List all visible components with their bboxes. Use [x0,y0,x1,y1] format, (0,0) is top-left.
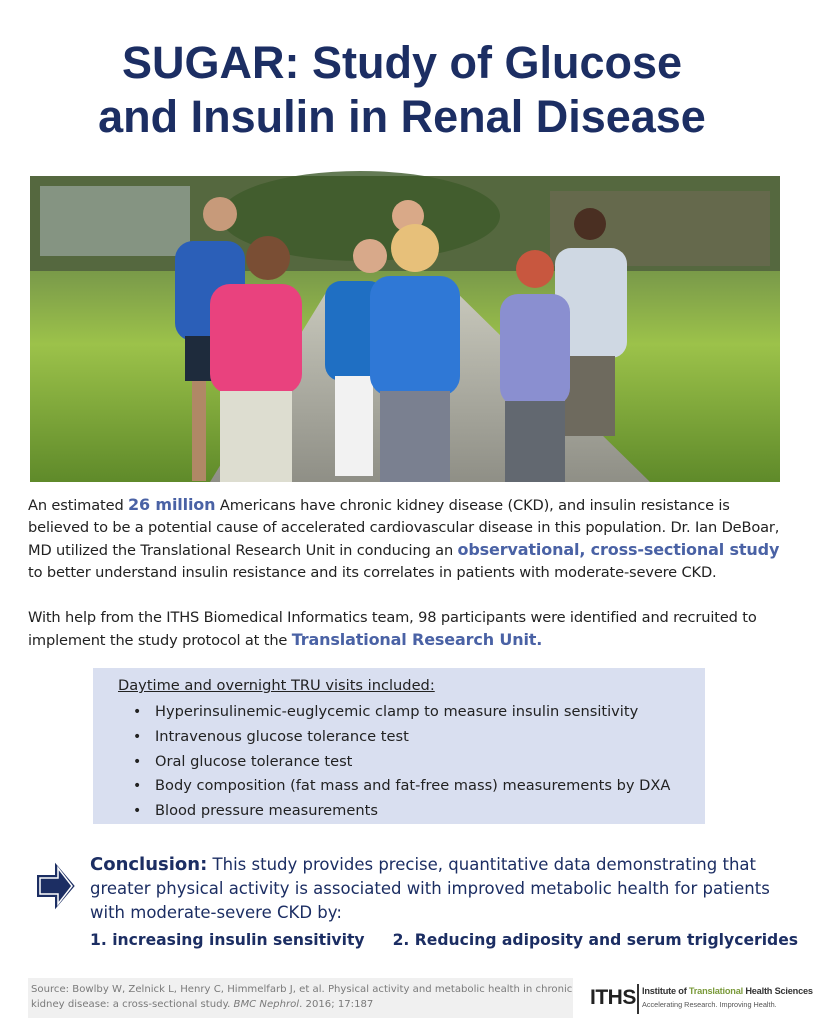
conclusion-point-1: 1. increasing insulin sensitivity [90,931,365,949]
arrow-right-icon [34,858,78,914]
list-item: • Body composition (fat mass and fat-free mass) measurements by DXA [93,774,670,799]
source-journal: BMC Nephrol [233,999,300,1010]
intro-paragraph [28,494,784,584]
conclusion-paragraph [90,853,780,925]
logo-name-b: Translational [688,986,743,996]
recruit-text: With help from the ITHS Biomedical Informatics team, 98 participants were identified and recruited to implement the study protocol at the [28,609,757,649]
intro-text-1: An estimated [28,497,129,514]
hero-photo-walkers [30,176,780,482]
source-text-1: Source: Bowlby W, Zelnick L, Henry C, Himmelfarb J, et al. Physical activity and metabolic health in chronic kidney disease: a cross-sectional study. [31,984,573,1010]
logo-name [642,986,813,996]
title-line-1: SUGAR: Study of Glucose [121,37,683,88]
recruit-highlight-tru: Translational Research Unit. [291,630,543,649]
logo-tagline: Accelerating Research. Improving Health. [642,1000,777,1009]
intro-highlight-study-type: observational, cross-sectional study [457,540,780,559]
visits-box [93,668,705,824]
visits-list [93,700,670,824]
source-text-2: . 2016; 17:187 [299,999,374,1010]
page-title [0,36,804,144]
conclusion-text: This study provides precise, quantitative data demonstrating that greater physical activity is associated with improved metabolic health for patients with moderate-severe CKD by: [90,855,770,922]
logo-divider [637,984,639,1014]
iths-logo [590,984,813,1014]
recruit-paragraph [28,607,784,652]
conclusion-label: Conclusion: [90,854,208,875]
intro-highlight-ckd-count: 26 million [128,495,216,514]
visits-heading: Daytime and overnight TRU visits included: [118,677,435,694]
source-citation [28,978,573,1018]
list-item: • Blood pressure measurements [93,799,670,824]
list-item: • Hyperinsulinemic-euglycemic clamp to measure insulin sensitivity [93,700,670,725]
list-item: • Intravenous glucose tolerance test [93,725,670,750]
hero-photo-illustration [30,176,780,482]
intro-text-3: to better understand insulin resistance and its correlates in patients with moderate-severe CKD. [28,564,717,581]
conclusion-points [90,931,799,949]
logo-name-c: Health Sciences [742,986,813,996]
title-line-2: and Insulin in Renal Disease [98,91,706,142]
logo-name-a: Institute of [642,986,689,996]
logo-mark: ITHS [590,986,636,1009]
list-item: • Oral glucose tolerance test [93,750,670,775]
intro-text-2: Americans have chronic kidney disease (CKD), and insulin resistance is believed to be a potential cause of accelerated cardiovascular disease in this population. Dr. Ian DeBoar, MD utilized the Translational Research Unit in conducing an [28,497,780,559]
conclusion-point-2: 2. Reducing adiposity and serum triglycerides [392,931,799,949]
